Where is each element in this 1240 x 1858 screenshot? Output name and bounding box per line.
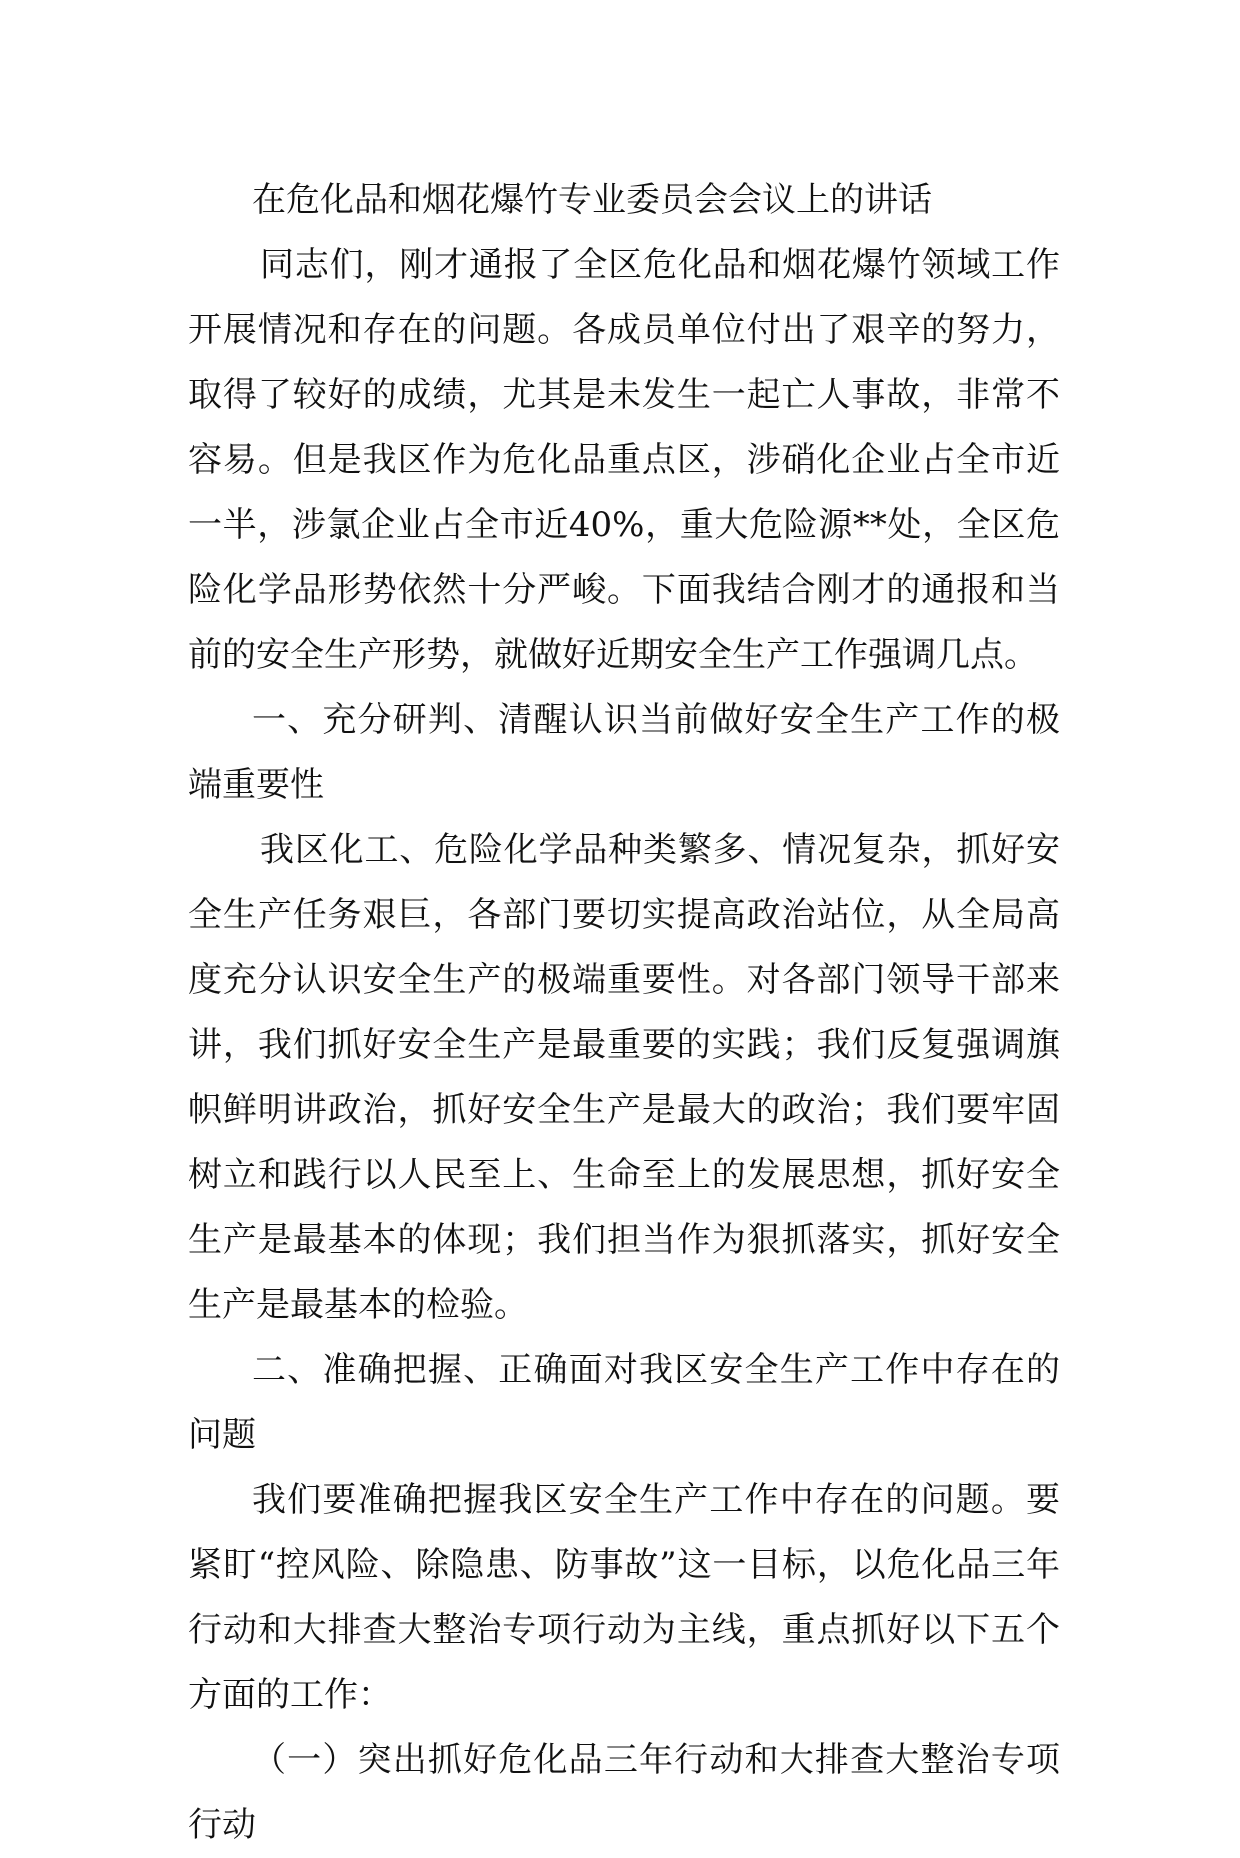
document-title: 在危化品和烟花爆竹专业委员会会议上的讲话 <box>252 180 932 220</box>
paragraph-section-2: 我们要准确把握我区安全生产工作中存在的问题。要紧盯“控风险、除隐患、防事故”这一目标，以危化品三年行动和大排查大整治专项行动为主线，重点抓好以下五个方面的工作： <box>188 1480 1060 1715</box>
paragraph-opening: 同志们，刚才通报了全区危化品和烟花爆竹领域工作开展情况和存在的问题。各成员单位付出了艰辛的努力，取得了较好的成绩，尤其是未发生一起亡人事故，非常不容易。但是我区作为危化品重点区，涉硝化企业占全市近一半，涉氯企业占全市近40%，重大危险源**处，全区危险化学品形势依然十分严峻。下面我结合刚才的通报和当前的安全生产形势，就做好近期安全生产工作强调几点。 <box>188 245 1060 675</box>
document-body <box>188 168 1060 1858</box>
paragraph-section-1: 我区化工、危险化学品种类繁多、情况复杂，抓好安全生产任务艰巨，各部门要切实提高政治站位，从全局高度充分认识安全生产的极端重要性。对各部门领导干部来讲，我们抓好安全生产是最重要的实践；我们反复强调旗帜鲜明讲政治，抓好安全生产是最大的政治；我们要牢固树立和践行以人民至上、生命至上的发展思想，抓好安全生产是最基本的体现；我们担当作为狠抓落实，抓好安全生产是最基本的检验。 <box>188 830 1060 1325</box>
section-heading-2: 二、准确把握、正确面对我区安全生产工作中存在的问题 <box>188 1350 1060 1455</box>
section-heading-1: 一、充分研判、清醒认识当前做好安全生产工作的极端重要性 <box>188 700 1060 805</box>
subsection-heading-1: （一）突出抓好危化品三年行动和大排查大整治专项行动 <box>188 1740 1060 1845</box>
